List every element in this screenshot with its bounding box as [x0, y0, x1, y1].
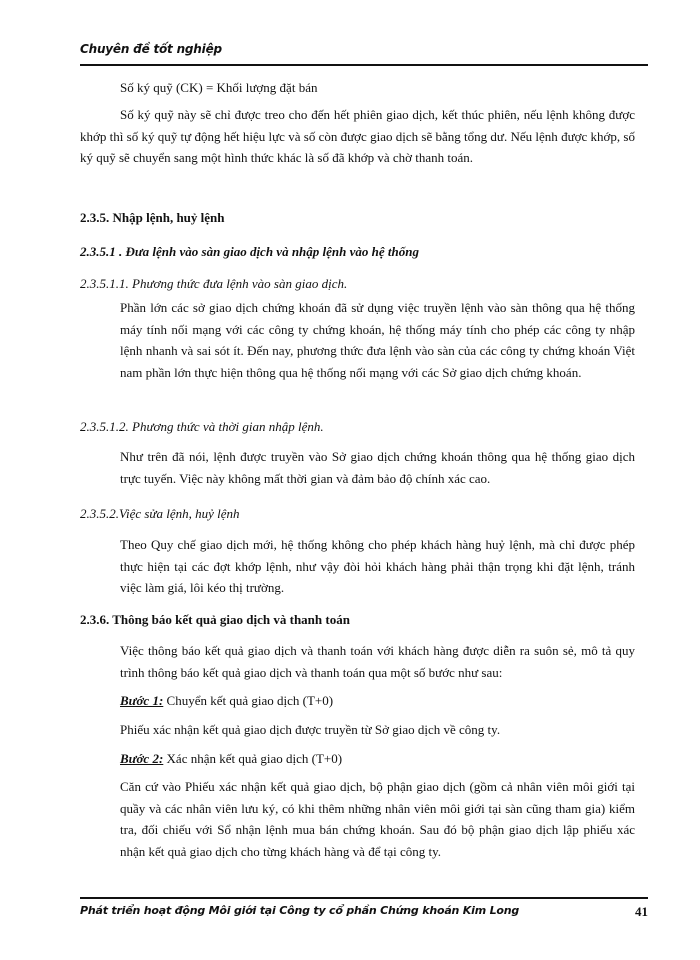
step-1-line	[120, 693, 333, 709]
paragraph-2-3-5-1-2: Như trên đã nói, lệnh được truyền vào Sở giao dịch chứng khoán thông qua hệ thống giao dịch trực tuyến. Việc này không mất thời gian và đảm bảo độ chính xác cao.	[120, 449, 635, 486]
page-number: 41	[635, 904, 648, 919]
header-rule	[80, 64, 648, 66]
step-2-line	[120, 751, 342, 767]
formula-line: Số ký quỹ (CK) = Khối lượng đặt bán	[120, 80, 318, 95]
step-1-description: Phiếu xác nhận kết quả giao dịch được truyền từ Sở giao dịch về công ty.	[120, 722, 501, 737]
running-footer: Phát triển hoạt động Môi giới tại Công ty cổ phần Chứng khoán Kim Long	[80, 904, 520, 917]
footer-rule	[80, 897, 648, 899]
section-heading-2-3-5: 2.3.5. Nhập lệnh, huỷ lệnh	[80, 210, 225, 225]
paragraph-2-3-5-1-1: Phần lớn các sở giao dịch chứng khoán đã sử dụng việc truyền lệnh vào sàn thông qua hệ thống máy tính nối mạng với các công ty chứng khoán, hệ thống máy tính cho phép các công ty nhập lệnh nhanh và sai sót ít. Đến nay, phương thức đưa lệnh vào sàn của các công ty chứng khoán Việt nam phần lớn thực hiện thông qua hệ thống nối mạng với các Sở giao dịch chứng khoán.	[120, 300, 635, 380]
step-1-text: Chuyển kết quả giao dịch (T+0)	[163, 693, 334, 708]
intro-paragraph: Số ký quỹ này sẽ chỉ được treo cho đến hết phiên giao dịch, kết thúc phiên, nếu lệnh không được khớp thì số ký quỹ tự động hết hiệu lực và số còn được giao dịch sẽ bằng tổng dư. Nếu lệnh được khớp, số ký quỹ sẽ chuyển sang một hình thức khác là số đã khớp và chờ thanh toán.	[80, 107, 635, 165]
subsection-heading-2-3-5-1: 2.3.5.1 . Đưa lệnh vào sàn giao dịch và nhập lệnh vào hệ thống	[80, 244, 419, 259]
section-heading-2-3-6: 2.3.6. Thông báo kết quả giao dịch và thanh toán	[80, 612, 350, 627]
subsection-heading-2-3-5-2: 2.3.5.2.Việc sửa lệnh, huỷ lệnh	[80, 506, 240, 521]
subsubsection-heading-2-3-5-1-1: 2.3.5.1.1. Phương thức đưa lệnh vào sàn giao dịch.	[80, 276, 348, 291]
running-header: Chuyên đề tốt nghiệp	[80, 42, 222, 56]
step-2-text: Xác nhận kết quả giao dịch (T+0)	[163, 751, 343, 766]
paragraph-2-3-6-intro: Việc thông báo kết quả giao dịch và thanh toán với khách hàng được diễn ra suôn sẻ, mô tả quy trình thông báo kết quả giao dịch và thanh toán qua một số bước như sau:	[120, 643, 635, 680]
step-2-description: Căn cứ vào Phiếu xác nhận kết quả giao dịch, bộ phận giao dịch (gồm cả nhân viên môi giới tại quầy và các nhân viên lưu ký, có khi thêm những nhân viên môi giới tại sàn cũng tham gia) kiểm tra, đối chiếu với Sổ nhận lệnh mua bán chứng khoán. Sau đó bộ phận giao dịch lập phiếu xác nhận kết quả giao dịch cho từng khách hàng và để tại công ty.	[120, 779, 635, 859]
step-1-label: Bước 1:	[120, 693, 164, 708]
step-2-label: Bước 2:	[120, 751, 164, 766]
paragraph-2-3-5-2: Theo Quy chế giao dịch mới, hệ thống không cho phép khách hàng huỷ lệnh, mà chỉ được phép thực hiện tại các đợt khớp lệnh, như vậy đòi hỏi khách hàng phải thận trọng khi đặt lệnh, tránh việc làm giá, lôi kéo thị trường.	[120, 537, 635, 595]
subsubsection-heading-2-3-5-1-2: 2.3.5.1.2. Phương thức và thời gian nhập lệnh.	[80, 419, 324, 434]
